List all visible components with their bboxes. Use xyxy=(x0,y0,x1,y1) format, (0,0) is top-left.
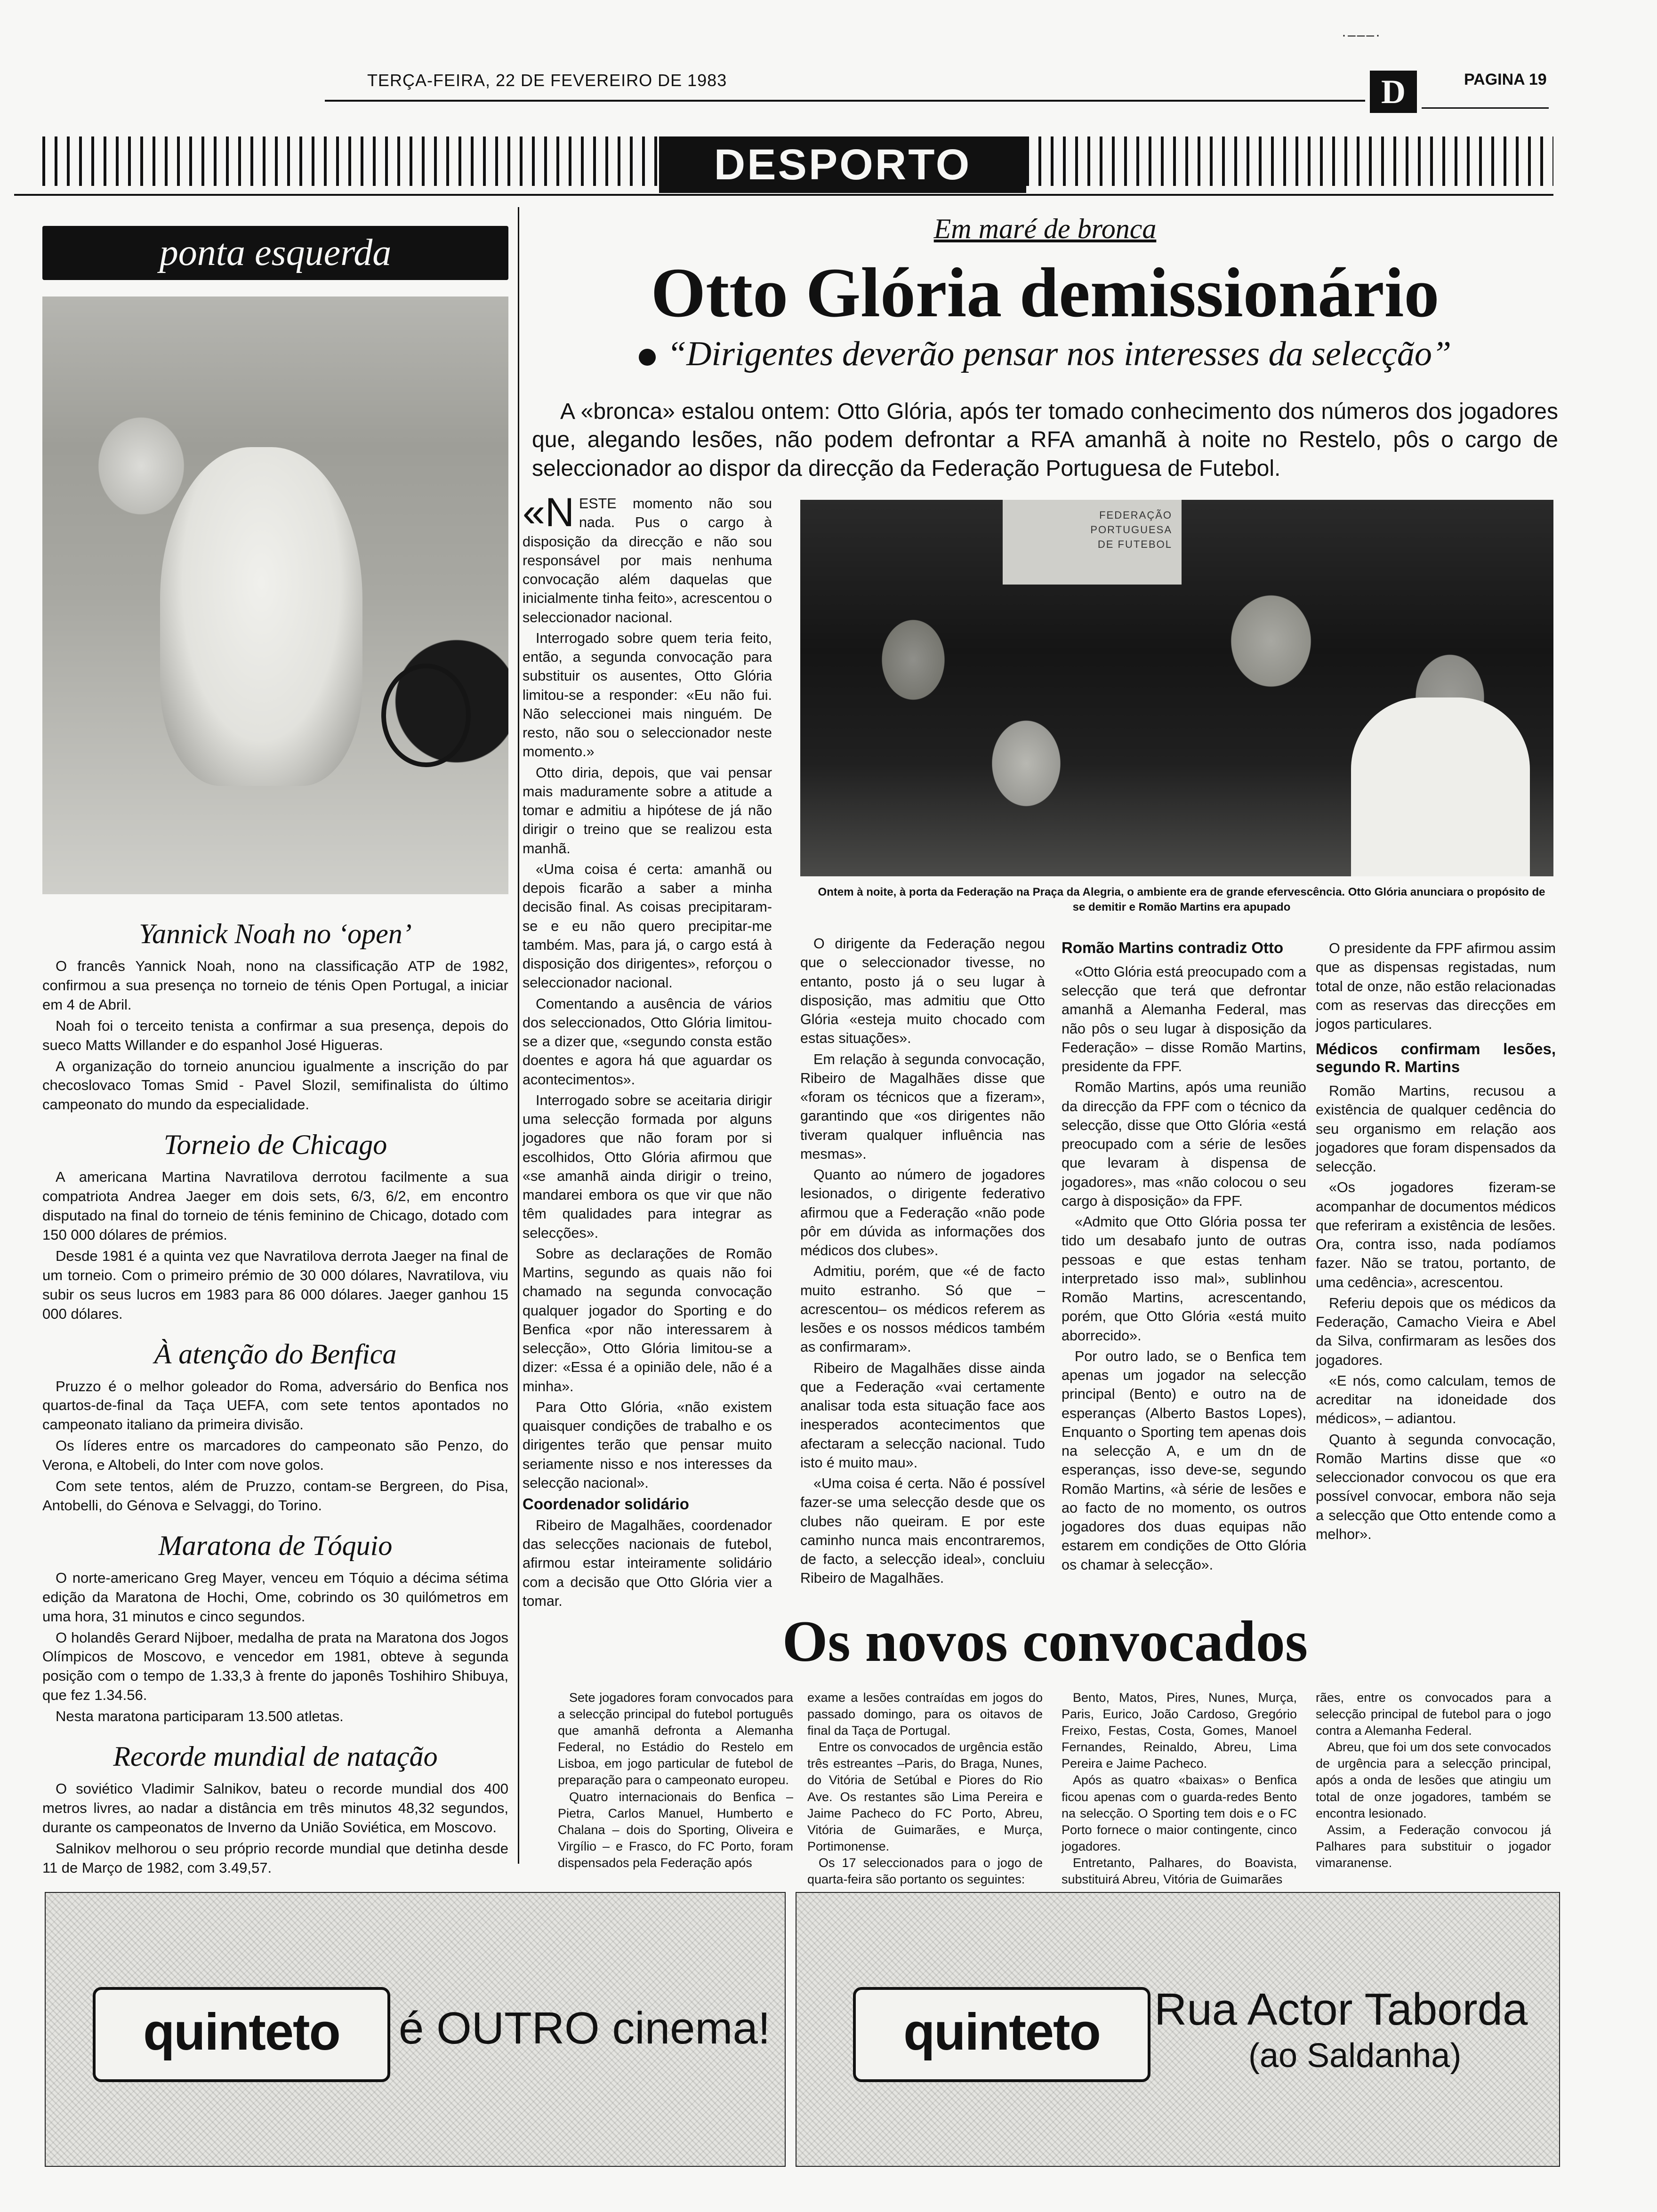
paragraph: Referiu depois que os médicos da Federação, Camacho Vieira e Abel da Silva, confirmaram as lesões dos jogadores. xyxy=(1316,1295,1556,1368)
left-column xyxy=(42,207,508,1876)
sign-line: PORTUGUESA xyxy=(1090,523,1172,536)
paragraph: O dirigente da Federação negou que o seleccionador tivesse, no entanto, posto já o seu lugar à disposição, mas admitiu que Otto Glória «esteja muito chocado com estas situações». xyxy=(800,936,1045,1047)
story-column-4 xyxy=(1316,939,1556,1607)
paragraph: Por outro lado, se o Benfica tem apenas um jogador na selecção principal (Bento) e outro na de esperanças (Alberto Bastos Lopes), Enquanto o Sporting tem apenas dois na selecção A, e um dn de esperanças, isso deve-se, segundo Romão Martins, «à série de lesões e ao facto de no momento, os outros jogadores dos duas equipas não estarem em condições de Otto Glória os chamar à selecção». xyxy=(1062,1348,1306,1573)
paragraph: Salnikov melhorou o seu próprio recorde mundial que detinha desde 11 de Março de 1982, com 3.49,57. xyxy=(42,1840,508,1876)
convocados-column-2 xyxy=(807,1690,1043,1887)
federation-sign xyxy=(1003,500,1182,585)
news-photo xyxy=(800,500,1553,876)
kicker: Em maré de bronca xyxy=(933,213,1157,244)
ad-brand: quinteto xyxy=(143,2003,340,2061)
dropcap-quote: « xyxy=(523,490,545,535)
paragraph: Romão Martins, após uma reunião da direcção da FPF com o técnico da selecção, disse que Otto Glória «está preocupado com a série de lesões que levaram à dispensa de jogadores», mas «não colocou o seu cargo à disposição» da FPF. xyxy=(1062,1079,1306,1209)
subheadline-text: “Dirigentes deverão pensar nos interesses da selecção” xyxy=(667,335,1452,373)
racket-icon xyxy=(381,664,471,767)
column-banner xyxy=(42,226,508,280)
section-hatch-right xyxy=(1026,136,1553,186)
section-text xyxy=(42,957,508,1114)
section-heading: Recorde mundial de natação xyxy=(113,1741,438,1772)
paragraph: ESTE momento não sou nada. Pus o cargo à disposição da direcção e não sou responsável por mais nenhuma convocação além daquelas que inicialmente tinha feito», acrescentou o seleccionador nacional. xyxy=(523,496,772,625)
paragraph: Pruzzo é o melhor goleador do Roma, adversário do Benfica nos quartos-de-final da Taça UEFA, com sete tentos apontados no campeonato italiano da primeira divisão. xyxy=(42,1378,508,1433)
subheadline xyxy=(532,334,1558,374)
paragraph: Interrogado sobre quem teria feito, então, a segunda convocação para substituir os ausentes, Otto Glória limitou-se a responder: «Eu não fui. Não seleccionei mais ninguém. De resto, não sou o seleccionador neste momento.» xyxy=(523,630,772,760)
paragraph: Bento, Matos, Pires, Nunes, Murça, Paris, Eurico, João Cardoso, Gregório Freixo, Festas, Costa, Gomes, Manoel Fernandes, Reinaldo, Abreu, Lima Pereira e Jaime Pacheco. xyxy=(1062,1691,1297,1771)
paragraph: «Uma coisa é certa: amanhã ou depois ficarão a saber a minha decisão final. As coisas precipitaram-se e eu não quero precipitar-me também. Mas, para já, o cargo está à disposição dos dirigentes», reforçou o seleccionador nacional. xyxy=(523,861,772,991)
paragraph: exame a lesões contraídas em jogos do passado domingo, para os oitavos de final da Taça de Portugal. xyxy=(807,1691,1043,1738)
section-heading: À atenção do Benfica xyxy=(154,1338,397,1370)
paragraph: A americana Martina Navratilova derrotou facilmente a sua compatriota Andrea Jaeger em dois sets, 6/3, 6/2, em encontro disputado na final do torneio de ténis feminino de Chicago, dotado com 150 000 dólares de prémios. xyxy=(42,1169,508,1243)
advertisement[interactable] xyxy=(45,1892,786,2167)
paragraph: Desde 1981 é a quinta vez que Navratilova derrota Jaeger na final de um torneio. Com o primeiro prémio de 30 000 dólares, Navratilova, viu subir os seus lucros em 1983 para 86 000 dólares. Jaeger ganhou 15 000 dólares. xyxy=(42,1247,508,1322)
paragraph: «Admito que Otto Glória possa ter tido um desabafo junto de outras pessoas e que estas tenham interpretado isso mal», sublinhou Romão Martins, acrescentando, porém, que Otto Glória «está muito aborrecido». xyxy=(1062,1214,1306,1344)
section-text xyxy=(42,1569,508,1726)
section-hatch-left xyxy=(42,136,659,186)
paragraph: «Os jogadores fizeram-se acompanhar de documentos médicos que referiram a existência de lesões. Ora, contra isso, nada podíamos fazer. Não se tratou, portanto, de uma cedência», acrescentou. xyxy=(1316,1179,1556,1290)
paragraph: Para Otto Glória, «não existem quaisquer condições de trabalho e os dirigentes terão que pensar muito seriamente nisso e nos interesses da selecção nacional». xyxy=(523,1399,772,1491)
ad-logo xyxy=(853,1987,1150,2082)
newspaper-logo: D xyxy=(1370,71,1417,113)
ad-slogan: é OUTRO cinema! xyxy=(399,2003,771,2053)
ad-address: Rua Actor Taborda xyxy=(1154,1984,1528,2035)
paragraph: Em relação à segunda convocação, Ribeiro de Magalhães disse que «foram os técnicos que a fizeram», garantindo que «os dirigentes não tiveram qualquer influência nas mesmas». xyxy=(800,1051,1045,1162)
paragraph: Após as quatro «baixas» o Benfica ficou apenas com o guarda-redes Bento na selecção. O Sporting tem dois e o FC Porto fornece o maior contingente, cinco jogadores. xyxy=(1062,1773,1297,1853)
paragraph: Ribeiro de Magalhães, coordenador das selecções nacionais de futebol, afirmou estar inteiramente solidário com a decisão que Otto Glória vier a tomar. xyxy=(523,1517,772,1609)
section-title xyxy=(659,136,1026,193)
paragraph: Entre os convocados de urgência estão três estreantes –Paris, do Braga, Nunes, do Vitória de Setúbal e Piores do Rio Ave. Os restantes são Lima Pereira e Jaime Pacheco do FC Porto, Abreu, Vitória de Guimarães, e Murça, Portimonense. xyxy=(807,1740,1043,1853)
paragraph: Abreu, que foi um dos sete convocados de urgência para a selecção principal, após a onda de lesões que atingiu um total de onze jogadores, também se encontra lesionado. xyxy=(1316,1740,1551,1820)
paragraph: «Uma coisa é certa. Não é possível fazer-se uma selecção desde que os clubes não queiram. E por este caminho nunca mais encontraremos, de facto, a selecção ideal», concluiu Ribeiro de Magalhães. xyxy=(800,1475,1045,1587)
section-heading: Yannick Noah no ‘open’ xyxy=(139,918,412,949)
paragraph: O soviético Vladimir Salnikov, bateu o recorde mundial dos 400 metros livres, ao nadar a distância em três minutos 48,32 segundos, durante os campeonatos de Inverno da União Soviética, em Moscovo. xyxy=(42,1780,508,1835)
paragraph: Quanto ao número de jogadores lesionados, o dirigente federativo afirmou que a Federação «não pode pôr em dúvida as informações dos médicos dos clubes». xyxy=(800,1167,1045,1258)
paragraph: Os líderes entre os marcadores do campeonato são Penzo, do Verona, e Altobeli, do Inter com nove golos. xyxy=(42,1437,508,1474)
paragraph: Sete jogadores foram convocados para a selecção principal do futebol português que amanhã defronta a Alemanha Federal, no Estádio do Restelo em Lisboa, em jogo particular de futebol de preparação para o campeonato europeu. xyxy=(558,1691,793,1787)
person-in-white xyxy=(1351,697,1530,876)
section-text xyxy=(42,1779,508,1878)
column-divider xyxy=(518,207,519,1864)
paragraph: rães, entre os convocados para a selecção principal de futebol para o jogo contra a Alemanha Federal. xyxy=(1316,1691,1551,1738)
paragraph: Com sete tentos, além de Pruzzo, contam-se Bergreen, do Pisa, Antobelli, do Génova e Selvaggi, do Torino. xyxy=(42,1478,508,1514)
paragraph: Sobre as declarações de Romão Martins, segundo as quais não foi chamado na segunda convocação qualquer jogador do Sporting e do Benfica «por não interessarem à selecção», Otto Glória limitou-se a dizer: «Essa é a opinião dele, não é a minha». xyxy=(523,1245,772,1395)
headline: Otto Glória demissionário xyxy=(651,254,1440,332)
paragraph: Quanto à segunda convocação, Romão Martins disse que «o seleccionador convocou os que era possível convocar, embora não seja a selecção que Otto entende como a melhor». xyxy=(1316,1431,1556,1542)
paragraph: Interrogado sobre se aceitaria dirigir uma selecção formada por alguns jogadores que não foram por si escolhidos, Otto Glória afirmou que «se amanhã ainda dirigir o treino, mandarei embora os que vir que não têm qualidades para integrar as selecções». xyxy=(523,1092,772,1241)
section-text xyxy=(42,1377,508,1515)
paragraph: Admitiu, porém, que «é de facto muito estranho. Só que – acrescentou– os médicos referem as lesões e os nossos médicos também as confirmaram». xyxy=(800,1263,1045,1355)
section-underline xyxy=(14,194,1553,196)
paragraph: O norte-americano Greg Mayer, venceu em Tóquio a décima sétima edição da Maratona de Hochi, Ome, cobrindo os 30 quilómetros em uma hora, 31 minutos e cinco segundos. xyxy=(42,1569,508,1625)
story-column-3 xyxy=(1062,939,1306,1607)
tennis-photo xyxy=(42,297,508,894)
ad-logo xyxy=(93,1987,390,2082)
header-rule-right xyxy=(1422,107,1549,109)
section-text xyxy=(42,1168,508,1323)
header-rule xyxy=(325,100,1365,102)
advertisement[interactable] xyxy=(796,1892,1560,2167)
section-title-text: DESPORTO xyxy=(714,141,972,189)
paragraph: A organização do torneio anunciou igualmente a inscrição do par checoslovaco Tomas Smid - Pavel Slozil, semifinalista do último campeonato do mundo da especialidade. xyxy=(42,1058,508,1113)
paragraph: Otto diria, depois, que vai pensar mais maduramente sobre a atitude a tomar e admitiu a hipótese de já não dirigir o treino que se realizou esta manhã. xyxy=(523,764,772,857)
lead-paragraph: A «bronca» estalou ontem: Otto Glória, após ter tomado conhecimento dos números dos jogadores que, alegando lesões, não podem defrontar a RFA amanhã à noite no Restelo, pôs o cargo de seleccionador ao dispor da direcção da Federação Portuguesa de Futebol. xyxy=(532,399,1558,481)
ad-brand: quinteto xyxy=(903,2003,1100,2061)
dropcap xyxy=(523,490,574,535)
paragraph: Noah foi o terceito tenista a confirmar a sua presença, depois do sueco Matts Willander e do espanhol José Higueras. xyxy=(42,1017,508,1053)
convocados-column-1 xyxy=(558,1690,793,1878)
bullet-icon xyxy=(639,349,656,366)
paragraph: Nesta maratona participaram 13.500 atletas. xyxy=(56,1708,344,1725)
section-heading: Maratona de Tóquio xyxy=(158,1530,393,1561)
column-banner-text: ponta esquerda xyxy=(159,232,392,273)
sign-line: DE FUTEBOL xyxy=(1097,538,1172,550)
paragraph: Assim, a Federação convocou já Palhares para substituir o jogador vimaranense. xyxy=(1316,1822,1551,1870)
subhead: Romão Martins contradiz Otto xyxy=(1062,939,1284,956)
subhead: Médicos confirmam lesões, segundo R. Martins xyxy=(1316,1040,1556,1076)
header-date: TERÇA-FEIRA, 22 DE FEVEREIRO DE 1983 xyxy=(367,71,727,90)
convocados-column-4 xyxy=(1316,1690,1551,1878)
convocados-column-3 xyxy=(1062,1690,1297,1887)
paragraph: O francês Yannick Noah, nono na classificação ATP de 1982, confirmou a sua presença no torneio de ténis Open Portugal, a iniciar em 4 de Abril. xyxy=(42,958,508,1013)
player-figure xyxy=(160,447,362,786)
paragraph: «E nós, como calculam, temos de acreditar na idoneidade dos médicos», – adiantou. xyxy=(1316,1372,1556,1427)
second-headline: Os novos convocados xyxy=(782,1609,1308,1674)
ad-address-note: (ao Saldanha) xyxy=(1248,2037,1462,2075)
paragraph: Os 17 seleccionados para o jogo de quarta-feira são portanto os seguintes: xyxy=(807,1855,1043,1887)
story-column-1 xyxy=(523,490,772,1610)
left-column-body xyxy=(42,918,508,1880)
paragraph: Entretanto, Palhares, do Boavista, substituirá Abreu, Vitória de Guimarães xyxy=(1062,1855,1297,1887)
paragraph: Comentando a ausência de vários dos seleccionados, Otto Glória limitou-se a dizer que, «segundo consta estão doentes e agora há que aguardar os acontecimentos». xyxy=(523,995,772,1088)
story-column-2 xyxy=(800,934,1045,1612)
masthead-marks: ·‒‒‒· xyxy=(1342,27,1382,43)
paragraph: Ribeiro de Magalhães disse ainda que a Federação «vai certamente analisar toda esta situação face aos inesperados acontecimentos que afectaram a selecção nacional. Tudo isto é muito mau». xyxy=(800,1360,1045,1471)
page-number: PAGINA 19 xyxy=(1464,71,1547,88)
paragraph: Romão Martins, recusou a existência de qualquer cedência do seu organismo em relação aos jogadores que foram dispensados da selecção. xyxy=(1316,1083,1556,1175)
paragraph: Quatro internacionais do Benfica – Pietra, Carlos Manuel, Humberto e Chalana – dois do Sporting, Oliveira e Virgílio – e Frasco, do FC Porto, foram dispensados pela Federação após xyxy=(558,1789,793,1870)
paragraph: O presidente da FPF afirmou assim que as dispensas registadas, num total de onze, não estão relacionadas com as reservas das direcções em jogos particulares. xyxy=(1316,940,1556,1032)
subhead: Coordenador solidário xyxy=(523,1495,689,1513)
photo-caption: Ontem à noite, à porta da Federação na Praça da Alegria, o ambiente era de grande efervescência. Otto Glória anunciara o propósito de se demitir e Romão Martins era apupado xyxy=(818,886,1545,914)
paragraph: «Otto Glória está preocupado com a selecção que terá que defrontar amanhã a Alemanha Federal, mas não pôs o seu lugar à disposição da Federação» – disse Romão Martins, presidente da FPF. xyxy=(1062,963,1306,1075)
paragraph: O holandês Gerard Nijboer, medalha de prata na Maratona dos Jogos Olímpicos de Moscovo, e vencedor em 1981, obteve à segunda posição com o tempo de 1.33,3 à frente do japonês Toshihiro Shibuya, que fez 1.34.56. xyxy=(42,1629,508,1704)
section-heading: Torneio de Chicago xyxy=(163,1129,387,1161)
sign-line: FEDERAÇÃO xyxy=(1099,509,1172,521)
dropcap-letter: N xyxy=(545,490,574,535)
